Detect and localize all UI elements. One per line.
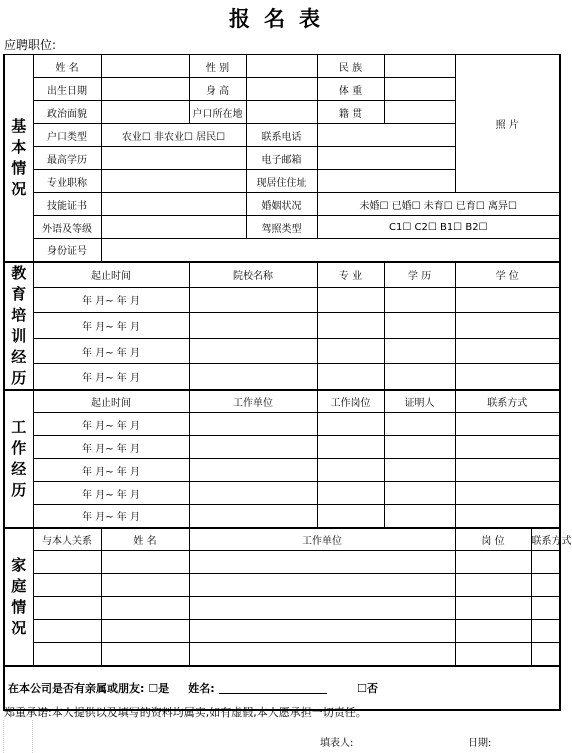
work-header-company: 工作单位 bbox=[189, 390, 317, 413]
license-label: 驾照类型 bbox=[246, 216, 317, 239]
work-row-period[interactable]: 年 月~ 年 月 bbox=[33, 436, 189, 459]
edu-row-school[interactable] bbox=[189, 338, 317, 364]
edu-header-academic-degree: 学 位 bbox=[455, 262, 560, 288]
family-row-position[interactable] bbox=[455, 620, 531, 643]
work-row-position[interactable] bbox=[317, 413, 384, 436]
native-place-field[interactable] bbox=[384, 101, 455, 124]
education-label: 最高学历 bbox=[33, 147, 101, 170]
grid-line bbox=[32, 720, 33, 753]
family-row-name[interactable] bbox=[101, 551, 189, 574]
political-label: 政治面貌 bbox=[33, 101, 101, 124]
work-row-reference[interactable] bbox=[384, 482, 455, 505]
ethnicity-field[interactable] bbox=[384, 55, 455, 78]
edu-row-degree[interactable] bbox=[384, 287, 455, 313]
edu-row-major[interactable] bbox=[317, 338, 384, 364]
id-number-label: 身份证号 bbox=[33, 239, 101, 262]
name-label: 姓 名 bbox=[33, 55, 101, 78]
family-row-relation[interactable] bbox=[33, 620, 101, 643]
address-field[interactable] bbox=[317, 170, 455, 193]
edu-header-degree: 学 历 bbox=[384, 262, 455, 288]
edu-header-school: 院校名称 bbox=[189, 262, 317, 288]
ethnicity-label: 民 族 bbox=[317, 55, 384, 78]
hukou-type-label: 户口类型 bbox=[33, 124, 101, 147]
edu-header-period: 起止时间 bbox=[33, 262, 189, 288]
birth-date-label: 出生日期 bbox=[33, 78, 101, 101]
photo-box[interactable]: 照 片 bbox=[455, 55, 560, 193]
edu-row-school[interactable] bbox=[189, 313, 317, 339]
relative-question-row bbox=[4, 666, 560, 710]
email-field[interactable] bbox=[317, 147, 455, 170]
id-number-field[interactable] bbox=[101, 239, 560, 262]
filler-label: 填表人: bbox=[320, 738, 354, 749]
work-section-label: 工作经历 bbox=[4, 390, 33, 528]
family-row-name[interactable] bbox=[101, 620, 189, 643]
address-label: 现居住住址 bbox=[246, 170, 317, 193]
family-row-name[interactable] bbox=[101, 597, 189, 620]
name-field[interactable] bbox=[101, 55, 189, 78]
family-row-name[interactable] bbox=[101, 574, 189, 597]
family-row-position[interactable] bbox=[455, 643, 531, 666]
edu-row-academic-degree[interactable] bbox=[455, 338, 560, 364]
family-row-relation[interactable] bbox=[33, 551, 101, 574]
work-row-company[interactable] bbox=[189, 436, 317, 459]
edu-row-period[interactable]: 年 月~ 年 月 bbox=[33, 338, 189, 364]
family-header-company: 工作单位 bbox=[189, 528, 455, 551]
work-row-reference[interactable] bbox=[384, 505, 455, 528]
family-header-position: 岗 位 bbox=[455, 528, 531, 551]
edu-header-major: 专 业 bbox=[317, 262, 384, 288]
family-row-name[interactable] bbox=[101, 643, 189, 666]
work-row-contact[interactable] bbox=[455, 413, 560, 436]
family-row-position[interactable] bbox=[455, 574, 531, 597]
family-row-contact[interactable] bbox=[531, 597, 560, 620]
date-label: 日期: bbox=[468, 738, 492, 749]
family-row-company[interactable] bbox=[189, 643, 455, 666]
basic-section-label: 基本情况 bbox=[4, 55, 33, 262]
certificate-field[interactable] bbox=[101, 193, 246, 216]
work-row-company[interactable] bbox=[189, 482, 317, 505]
relative-question: 在本公司是否有亲属或朋友: bbox=[8, 681, 145, 695]
birth-date-field[interactable] bbox=[101, 78, 189, 101]
family-row-company[interactable] bbox=[189, 551, 455, 574]
work-row-company[interactable] bbox=[189, 459, 317, 482]
family-row-position[interactable] bbox=[455, 597, 531, 620]
work-row-reference[interactable] bbox=[384, 413, 455, 436]
family-row-company[interactable] bbox=[189, 574, 455, 597]
gender-field[interactable] bbox=[246, 55, 317, 78]
family-row-contact[interactable] bbox=[531, 643, 560, 666]
form-title: 报名表 bbox=[229, 6, 334, 31]
certificate-label: 技能证书 bbox=[33, 193, 101, 216]
promise-statement: 郑重承诺:本人提供以及填写的资料均属实,如有虚假,本人愿承担一切责任。 bbox=[4, 706, 367, 719]
language-field[interactable] bbox=[101, 216, 246, 239]
family-row-relation[interactable] bbox=[33, 574, 101, 597]
edu-row-academic-degree[interactable] bbox=[455, 313, 560, 339]
work-row-period[interactable]: 年 月~ 年 月 bbox=[33, 505, 189, 528]
work-header-contact: 联系方式 bbox=[455, 390, 560, 413]
relative-name-input[interactable] bbox=[219, 683, 327, 694]
work-row-reference[interactable] bbox=[384, 436, 455, 459]
family-row-company[interactable] bbox=[189, 597, 455, 620]
relative-yes-checkbox[interactable]: ☐是 bbox=[148, 681, 170, 695]
family-row-contact[interactable] bbox=[531, 574, 560, 597]
relative-name-label: 姓名: bbox=[188, 681, 215, 695]
phone-field[interactable] bbox=[317, 124, 455, 147]
family-section-label: 家庭情况 bbox=[4, 528, 33, 666]
work-row-company[interactable] bbox=[189, 505, 317, 528]
education-field[interactable] bbox=[101, 147, 246, 170]
language-label: 外语及等级 bbox=[33, 216, 101, 239]
family-row-contact[interactable] bbox=[531, 551, 560, 574]
edu-row-degree[interactable] bbox=[384, 338, 455, 364]
work-row-contact[interactable] bbox=[455, 459, 560, 482]
phone-label: 联系电话 bbox=[246, 124, 317, 147]
work-row-contact[interactable] bbox=[455, 436, 560, 459]
edu-row-school[interactable] bbox=[189, 287, 317, 313]
edu-row-school[interactable] bbox=[189, 364, 317, 390]
family-row-position[interactable] bbox=[455, 551, 531, 574]
family-row-relation[interactable] bbox=[33, 597, 101, 620]
license-options[interactable]: C1☐ C2☐ B1☐ B2☐ bbox=[317, 216, 560, 239]
work-row-period[interactable]: 年 月~ 年 月 bbox=[33, 413, 189, 436]
family-header-relation: 与本人关系 bbox=[33, 528, 101, 551]
hukou-location-label: 户口所在地 bbox=[189, 101, 246, 124]
work-row-contact[interactable] bbox=[455, 505, 560, 528]
work-row-position[interactable] bbox=[317, 505, 384, 528]
family-header-contact: 联系方式 bbox=[531, 528, 560, 551]
family-header-name: 姓 名 bbox=[101, 528, 189, 551]
edu-row-degree[interactable] bbox=[384, 364, 455, 390]
family-row-contact[interactable] bbox=[531, 620, 560, 643]
political-field[interactable] bbox=[101, 101, 189, 124]
height-field[interactable] bbox=[246, 78, 317, 101]
title-rank-field[interactable] bbox=[101, 170, 246, 193]
relative-no-checkbox[interactable]: ☐否 bbox=[357, 681, 379, 695]
family-row-relation[interactable] bbox=[33, 643, 101, 666]
work-row-position[interactable] bbox=[317, 436, 384, 459]
edu-row-academic-degree[interactable] bbox=[455, 287, 560, 313]
work-row-company[interactable] bbox=[189, 413, 317, 436]
grid-line bbox=[3, 720, 4, 753]
weight-field[interactable] bbox=[384, 78, 455, 101]
work-row-position[interactable] bbox=[317, 459, 384, 482]
position-label: 应聘职位: bbox=[4, 38, 57, 52]
hukou-location-field[interactable] bbox=[246, 101, 317, 124]
native-place-label: 籍 贯 bbox=[317, 101, 384, 124]
work-row-contact[interactable] bbox=[455, 482, 560, 505]
work-header-period: 起止时间 bbox=[33, 390, 189, 413]
title-rank-label: 专业职称 bbox=[33, 170, 101, 193]
email-label: 电子邮箱 bbox=[246, 147, 317, 170]
registration-form bbox=[3, 54, 572, 711]
marital-options[interactable]: 未婚☐ 已婚☐ 未育☐ 已育☐ 离异☐ bbox=[317, 193, 560, 216]
edu-row-major[interactable] bbox=[317, 364, 384, 390]
height-label: 身 高 bbox=[189, 78, 246, 101]
hukou-type-options[interactable]: 农业☐ 非农业☐ 居民☐ bbox=[101, 124, 246, 147]
edu-row-major[interactable] bbox=[317, 313, 384, 339]
work-row-position[interactable] bbox=[317, 482, 384, 505]
family-row-company[interactable] bbox=[189, 620, 455, 643]
work-header-reference: 证明人 bbox=[384, 390, 455, 413]
marital-label: 婚姻状况 bbox=[246, 193, 317, 216]
weight-label: 体 重 bbox=[317, 78, 384, 101]
edu-row-academic-degree[interactable] bbox=[455, 364, 560, 390]
work-row-reference[interactable] bbox=[384, 459, 455, 482]
edu-row-period[interactable]: 年 月~ 年 月 bbox=[33, 287, 189, 313]
work-header-position: 工作岗位 bbox=[317, 390, 384, 413]
gender-label: 性 别 bbox=[189, 55, 246, 78]
edu-row-degree[interactable] bbox=[384, 313, 455, 339]
education-section-label: 教育培训经历 bbox=[4, 262, 33, 390]
edu-row-period[interactable]: 年 月~ 年 月 bbox=[33, 364, 189, 390]
edu-row-major[interactable] bbox=[317, 287, 384, 313]
edu-row-period[interactable]: 年 月~ 年 月 bbox=[33, 313, 189, 339]
work-row-period[interactable]: 年 月~ 年 月 bbox=[33, 482, 189, 505]
work-row-period[interactable]: 年 月~ 年 月 bbox=[33, 459, 189, 482]
